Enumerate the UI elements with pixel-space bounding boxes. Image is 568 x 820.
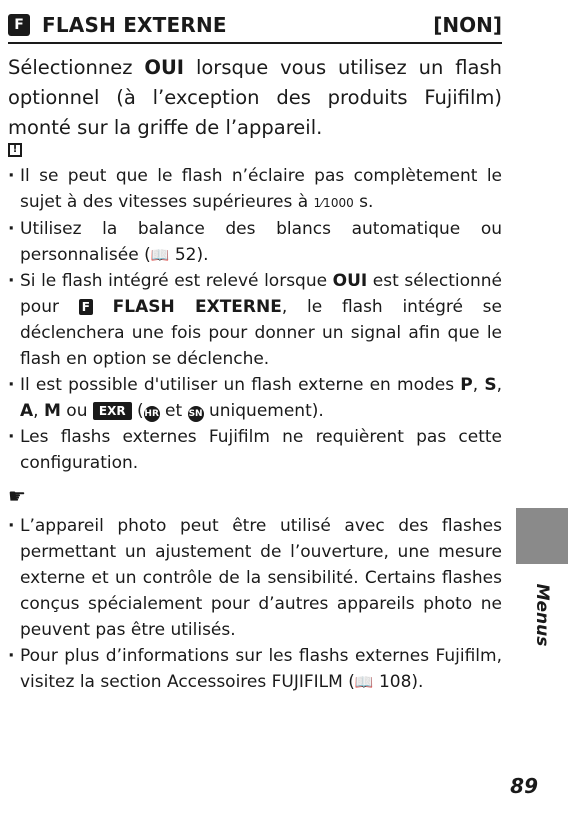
list-item: · Il se peut que le flash n’éclaire pas complètement le sujet à des vitesses supérieures à 1⁄1000 s. bbox=[8, 163, 502, 216]
list-item: · Pour plus d’informations sur les flashs externes Fujifilm, visitez la section Accessoires FUJIFILM (📖 108). bbox=[8, 643, 502, 695]
tips-list bbox=[8, 513, 502, 695]
chapter-label: Menus bbox=[532, 583, 552, 647]
intro-paragraph: Sélectionnez OUI lorsque vous utilisez un flash optionnel (à l’exception des produits Fujifilm) monté sur la griffe de l’appareil. bbox=[8, 56, 502, 139]
list-item: · Les flashs externes Fujifilm ne requièrent pas cette configuration. bbox=[8, 424, 502, 476]
sn-mode-icon: SN bbox=[188, 406, 204, 422]
note-icon: ! bbox=[8, 143, 22, 157]
chapter-tab bbox=[516, 508, 568, 564]
heading-default-value: [NON] bbox=[433, 13, 502, 37]
exr-mode-icon: EXR bbox=[93, 402, 132, 420]
option-oui: OUI bbox=[144, 56, 185, 79]
page-number: 89 bbox=[510, 774, 538, 798]
heading-title: FLASH EXTERNE bbox=[42, 13, 227, 37]
camera-menu-icon: F bbox=[8, 14, 30, 36]
notes-list bbox=[8, 163, 502, 476]
list-item: · Il est possible d'utiliser un flash externe en modes P, S, A, M ou EXR (HR et SN uniquement). bbox=[8, 372, 502, 424]
list-item: · Si le flash intégré est relevé lorsque OUI est sélectionné pour F FLASH EXTERNE, le flash intégré se déclenchera une fois pour donner un signal afin que le flash en option se déclenche. bbox=[8, 268, 502, 372]
hr-mode-icon: HR bbox=[144, 406, 160, 422]
list-item: · Utilisez la balance des blancs automatique ou personnalisée (📖 52). bbox=[8, 216, 502, 268]
camera-menu-icon: F bbox=[79, 299, 93, 315]
list-item: · L’appareil photo peut être utilisé avec des flashes permettant un ajustement de l’ouverture, une mesure externe et un contrôle de la sensibilité. Certains flashes conçus spécialement pour d’autres appareils photo ne peuvent pas être utilisés. bbox=[8, 513, 502, 643]
book-icon: 📖 bbox=[150, 246, 170, 264]
book-icon: 📖 bbox=[354, 673, 374, 691]
section-heading bbox=[8, 14, 502, 44]
pointing-hand-icon: ☛ bbox=[8, 484, 26, 508]
